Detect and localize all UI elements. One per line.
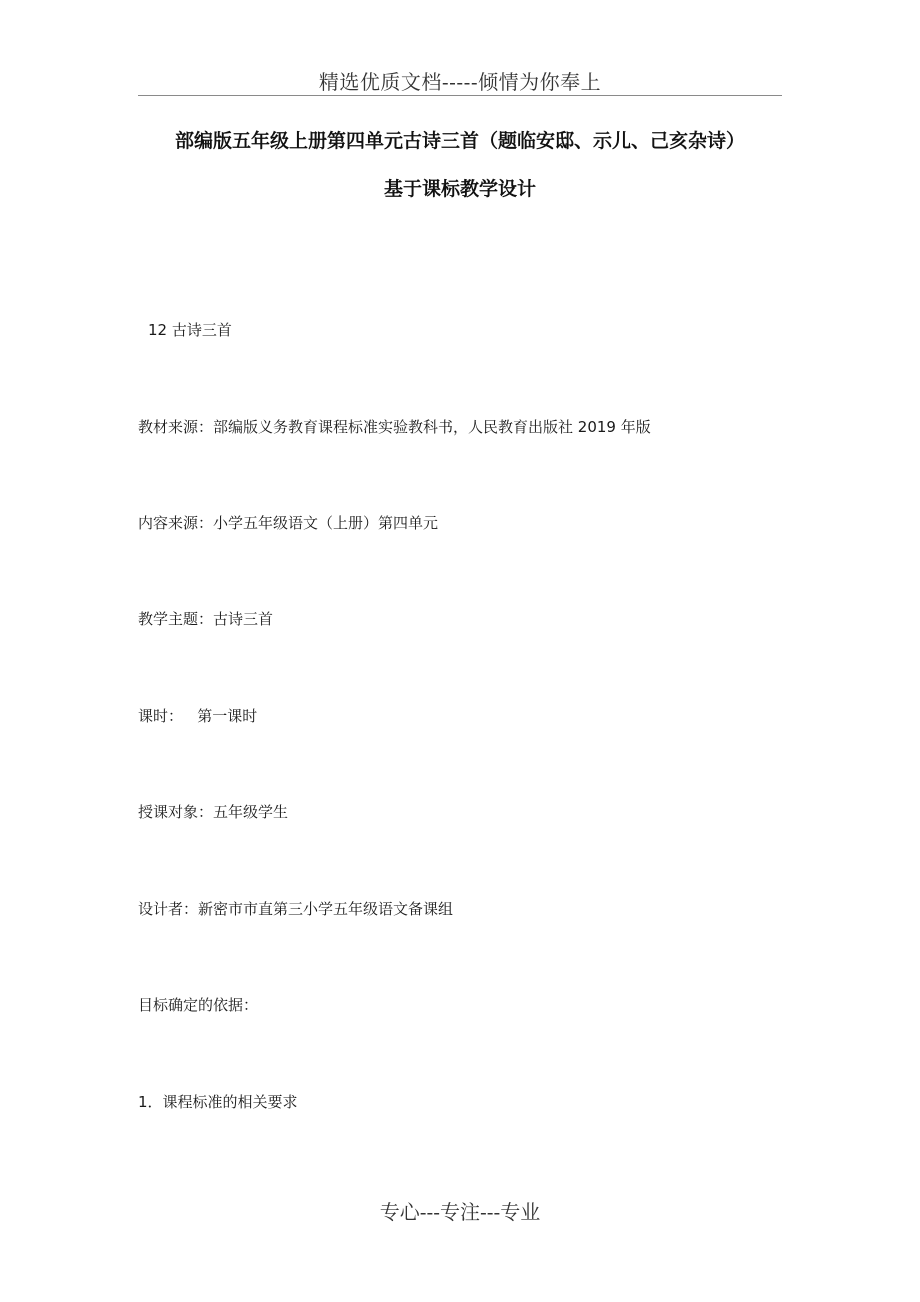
header-divider — [138, 95, 782, 96]
textbook-source: 教材来源：部编版义务教育课程标准实验教科书，人民教育出版社 2019 年版 — [138, 418, 651, 436]
page-footer: 专心---专注---专业 — [379, 1200, 541, 1224]
list-item-1: 1．课程标准的相关要求 — [138, 1093, 298, 1111]
content-source: 内容来源：小学五年级语文（上册）第四单元 — [138, 514, 439, 532]
audience: 授课对象：五年级学生 — [138, 803, 289, 821]
document-title-line-2: 基于课标教学设计 — [383, 178, 536, 200]
document-title-line-1: 部编版五年级上册第四单元古诗三首（题临安邸、示儿、己亥杂诗） — [174, 130, 745, 152]
lesson-heading: 12 古诗三首 — [148, 321, 232, 339]
goal-basis-heading: 目标确定的依据： — [138, 996, 259, 1014]
page-header: 精选优质文档-----倾情为你奉上 — [318, 70, 602, 94]
class-period: 课时： 第一课时 — [138, 707, 258, 725]
teaching-theme: 教学主题：古诗三首 — [138, 610, 274, 628]
designer: 设计者：新密市市直第三小学五年级语文备课组 — [138, 900, 454, 918]
